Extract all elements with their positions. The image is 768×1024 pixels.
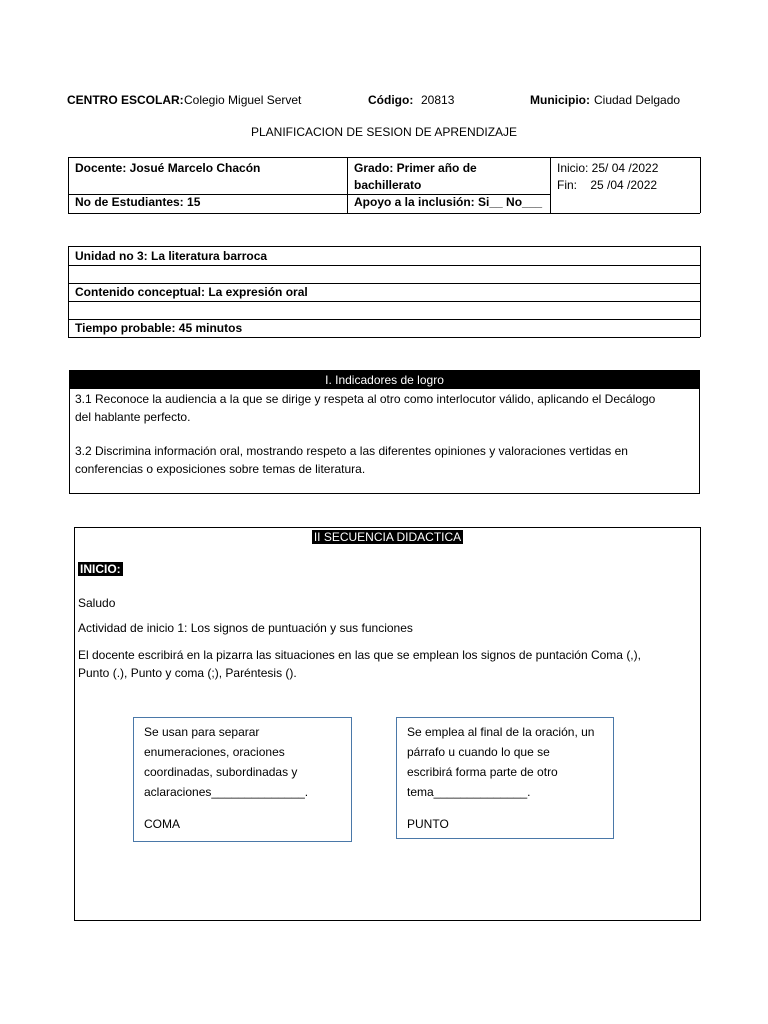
secuencia-section [74,527,701,921]
coma-box-line3: coordinadas, subordinadas y [144,765,298,779]
punto-box-line3: escribirá forma parte de otro [407,765,558,779]
punto-answer: PUNTO [407,817,449,831]
punto-box-line4: tema______________. [407,785,531,799]
saludo-text: Saludo [78,596,116,610]
docente-cell: Docente: Josué Marcelo Chacón [75,161,261,175]
page-title: PLANIFICACION DE SESION DE APRENDIZAJE [250,125,518,139]
indicador-3-2-line2: conferencias o exposiciones sobre temas de literatura. [75,462,366,476]
punto-box-line2: párrafo u cuando lo que se [407,745,550,759]
secuencia-heading: II SECUENCIA DIDACTICA [313,530,462,544]
punto-box-line1: Se emplea al final de la oración, un [407,725,595,739]
grado-line1: Grado: Primer año de [354,161,477,175]
codigo-value: 20813 [421,93,455,107]
coma-box-line1: Se usan para separar [144,725,260,739]
coma-box-line4: aclaraciones______________. [144,785,309,799]
codigo-label: Código: [368,93,414,107]
coma-box [133,717,352,842]
unidad-cell: Unidad no 3: La literatura barroca [75,249,268,263]
coma-answer: COMA [144,817,180,831]
centro-label: CENTRO ESCOLAR: [67,93,184,107]
grado-line2: bachillerato [354,178,422,192]
tiempo-cell: Tiempo probable: 45 minutos [75,321,243,335]
indicador-3-1 [70,389,699,426]
indicador-3-2 [70,426,699,478]
contenido-cell: Contenido conceptual: La expresión oral [75,285,308,299]
fecha-fin: Fin: 25 /04 /2022 [557,178,658,192]
estudiantes-cell: No de Estudiantes: 15 [75,195,201,209]
indicador-3-1-line2: del hablante perfecto. [75,410,191,424]
indicador-3-2-line1: 3.2 Discrimina información oral, mostrando respeto a las diferentes opiniones y valoraciones vertidas en [75,444,628,458]
docente-instruction [78,646,641,682]
punto-box [396,717,614,839]
indicadores-heading: I. Indicadores de logro [70,371,699,389]
docente-instruction-line2: Punto (.), Punto y coma (;), Paréntesis (). [78,666,297,680]
municipio-value: Ciudad Delgado [594,93,681,107]
municipio-label: Municipio: [530,93,590,107]
fechas-cell [551,158,700,196]
coma-box-line2: enumeraciones, oraciones [144,745,285,759]
inicio-label: INICIO: [80,562,121,576]
centro-value: Colegio Miguel Servet [184,93,302,107]
docente-instruction-line1: El docente escribirá en la pizarra las situaciones en las que se emplean los signos de puntación Coma (,), [78,648,641,662]
fecha-inicio: Inicio: 25/ 04 /2022 [557,161,659,175]
indicadores-section [69,370,700,494]
grado-cell [348,158,550,196]
indicador-3-1-line1: 3.1 Reconoce la audiencia a la que se dirige y respeta al otro como interlocutor válido, aplicando el Decálogo [75,392,656,406]
actividad-text: Actividad de inicio 1: Los signos de puntuación y sus funciones [78,621,413,635]
apoyo-cell: Apoyo a la inclusión: Si__ No___ [354,195,543,209]
